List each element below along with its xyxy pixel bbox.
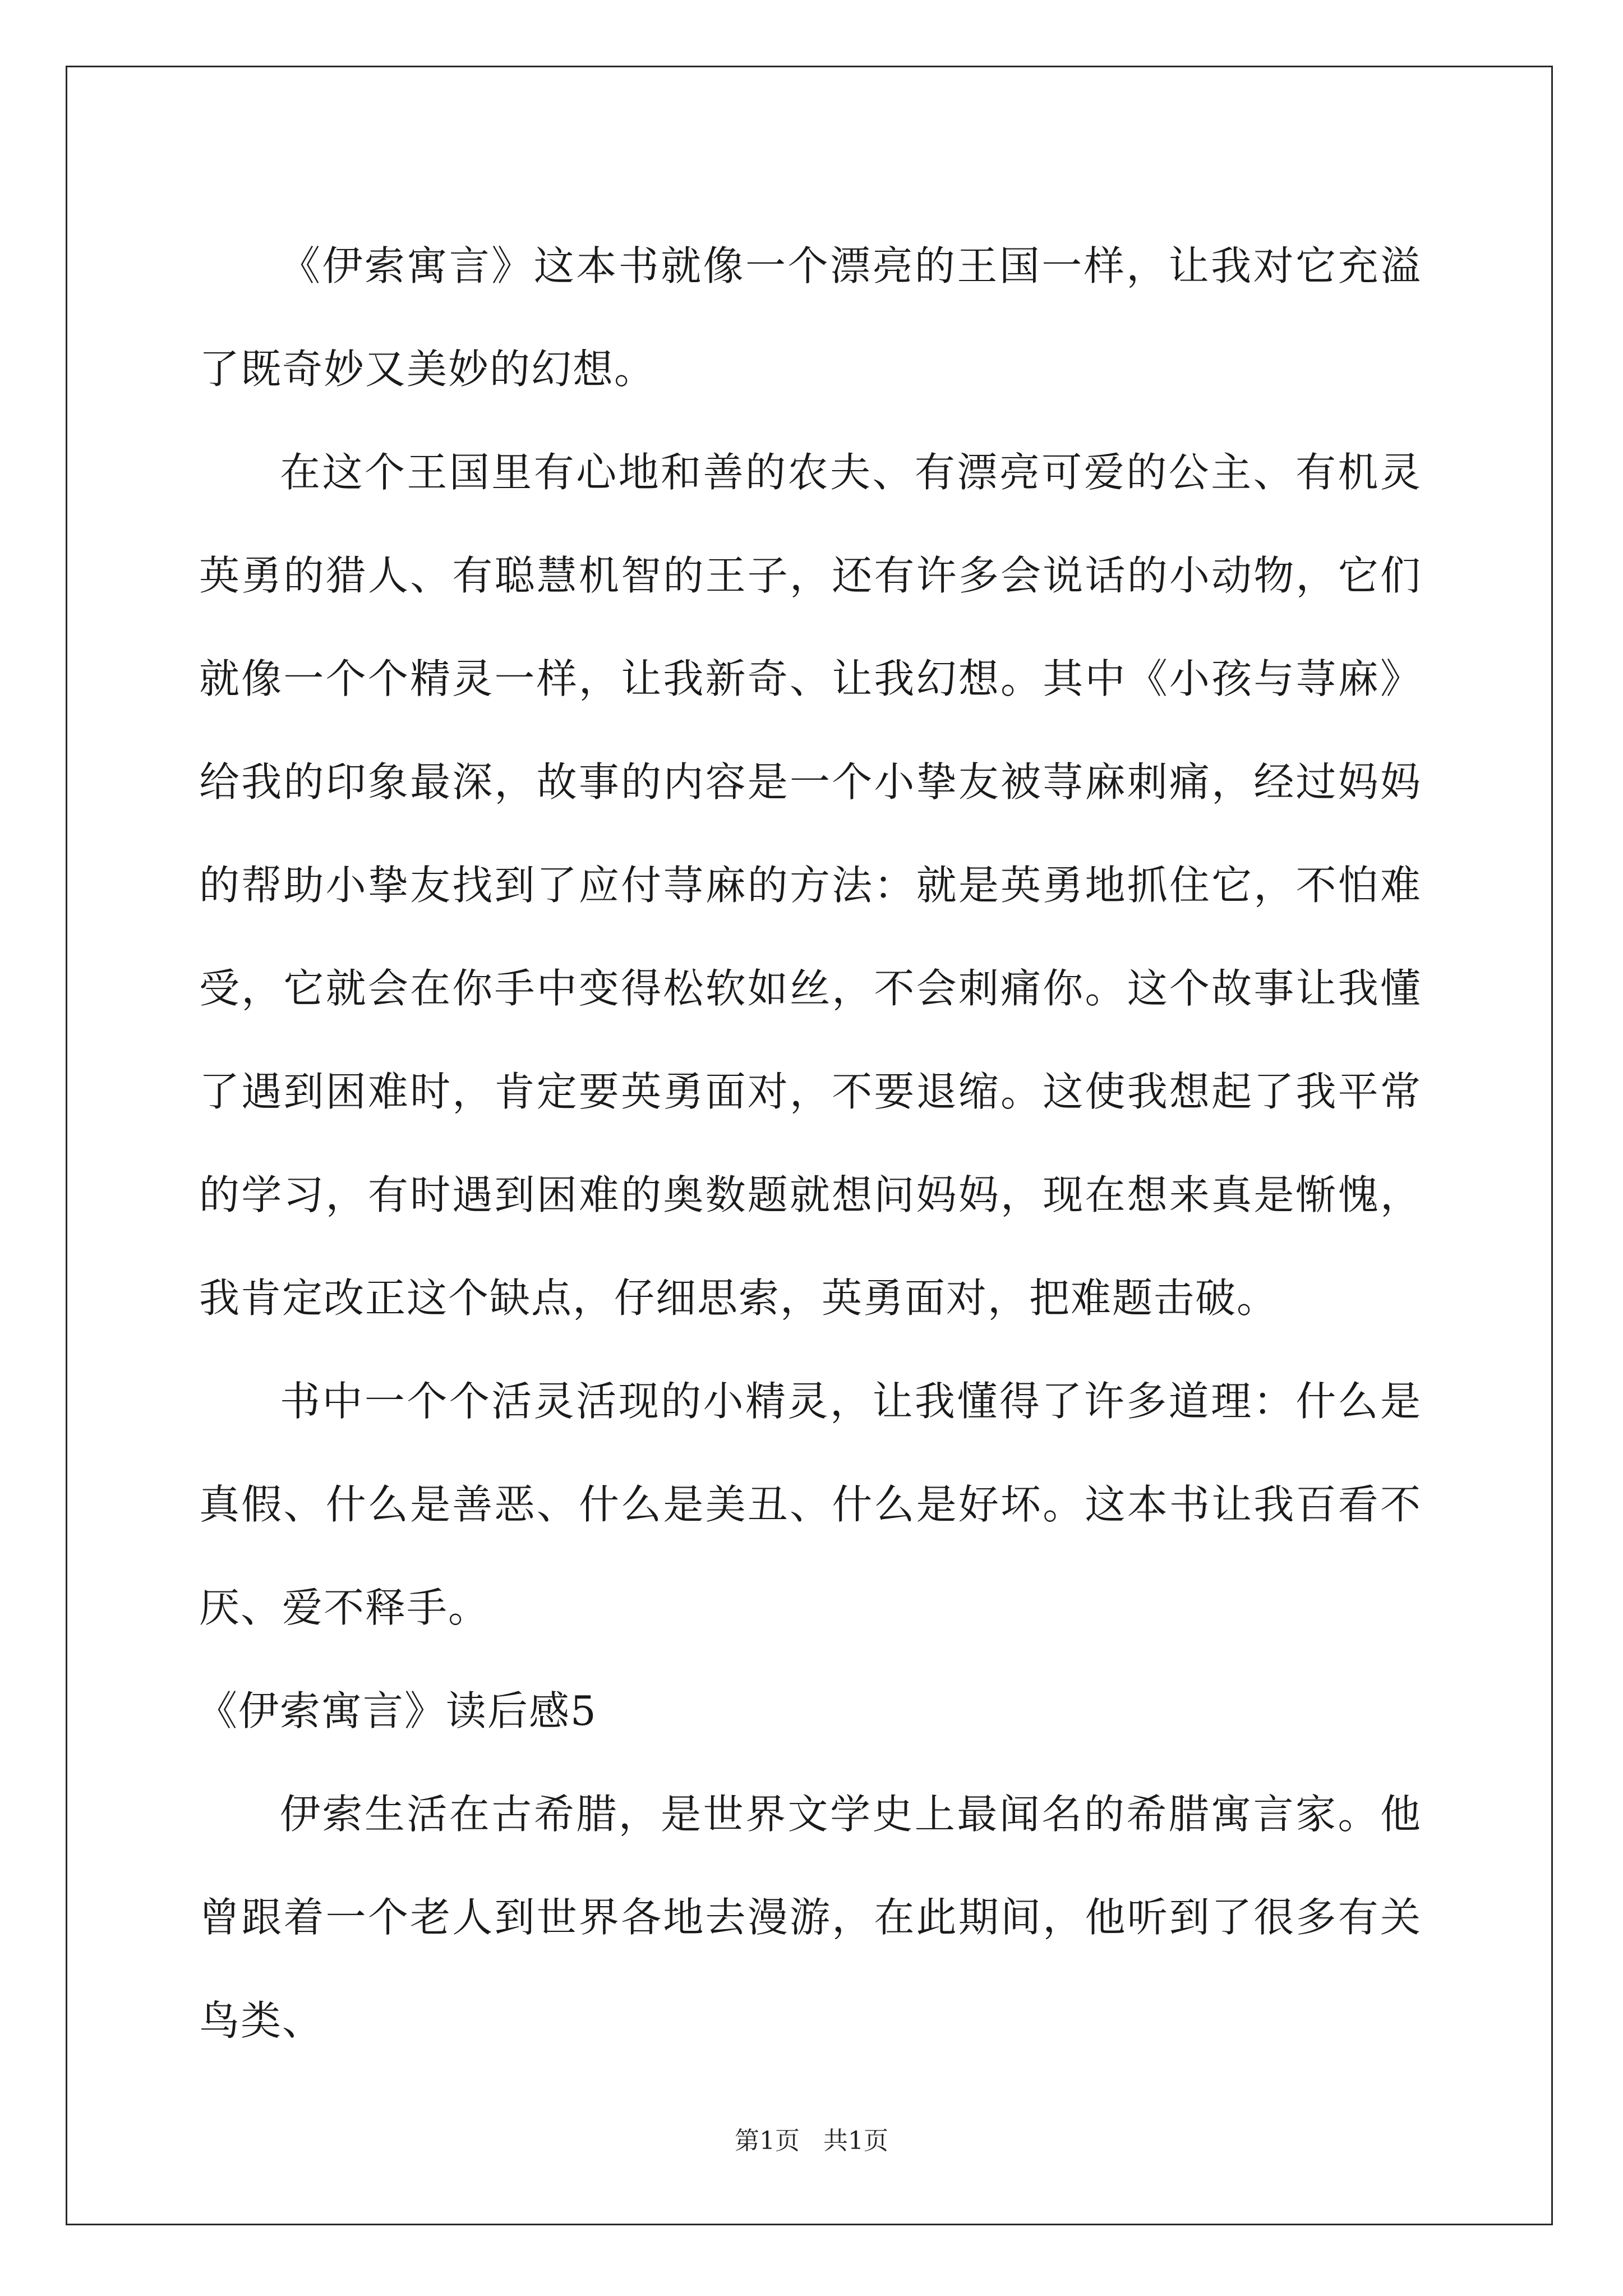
page-footer: 第1页 共1页 <box>735 2127 888 2155</box>
section-heading: 《伊索寓言》读后感5 <box>197 1687 597 1734</box>
paragraph-intro: 《伊索寓言》这本书就像一个漂亮的王国一样，让我对它充溢了既奇妙又美妙的幻想。 <box>199 242 1422 393</box>
paragraph-kingdom: 在这个王国里有心地和善的农夫、有漂亮可爱的公主、有机灵英勇的猎人、有聪慧机智的王子，还有许多会说话的小动物，它们就像一个个精灵一样，让我新奇、让我幻想。其中《小孩与荨麻》给我的印象最深，故事的内容是一个小挚友被荨麻刺痛，经过妈妈的帮助小挚友找到了应付荨麻的方法：就是英勇地抓住它，不怕难受，它就会在你手中变得松软如丝，不会刺痛你。这个故事让我懂了遇到困难时，肯定要英勇面对，不要退缩。这使我想起了我平常的学习，有时遇到困难的奥数题就想问妈妈，现在想来真是惭愧，我肯定改正这个缺点，仔细思索，英勇面对，把难题击破。 <box>199 449 1422 1322</box>
paragraph-aesop-life: 伊索生活在古希腊，是世界文学史上最闻名的希腊寓言家。他曾跟着一个老人到世界各地去漫游，在此期间，他听到了很多有关鸟类、 <box>199 1791 1422 2044</box>
document-body <box>199 214 1422 2072</box>
paragraph-lessons: 书中一个个活灵活现的小精灵，让我懂得了许多道理：什么是真假、什么是善恶、什么是美丑、什么是好坏。这本书让我百看不厌、爱不释手。 <box>199 1378 1422 1631</box>
